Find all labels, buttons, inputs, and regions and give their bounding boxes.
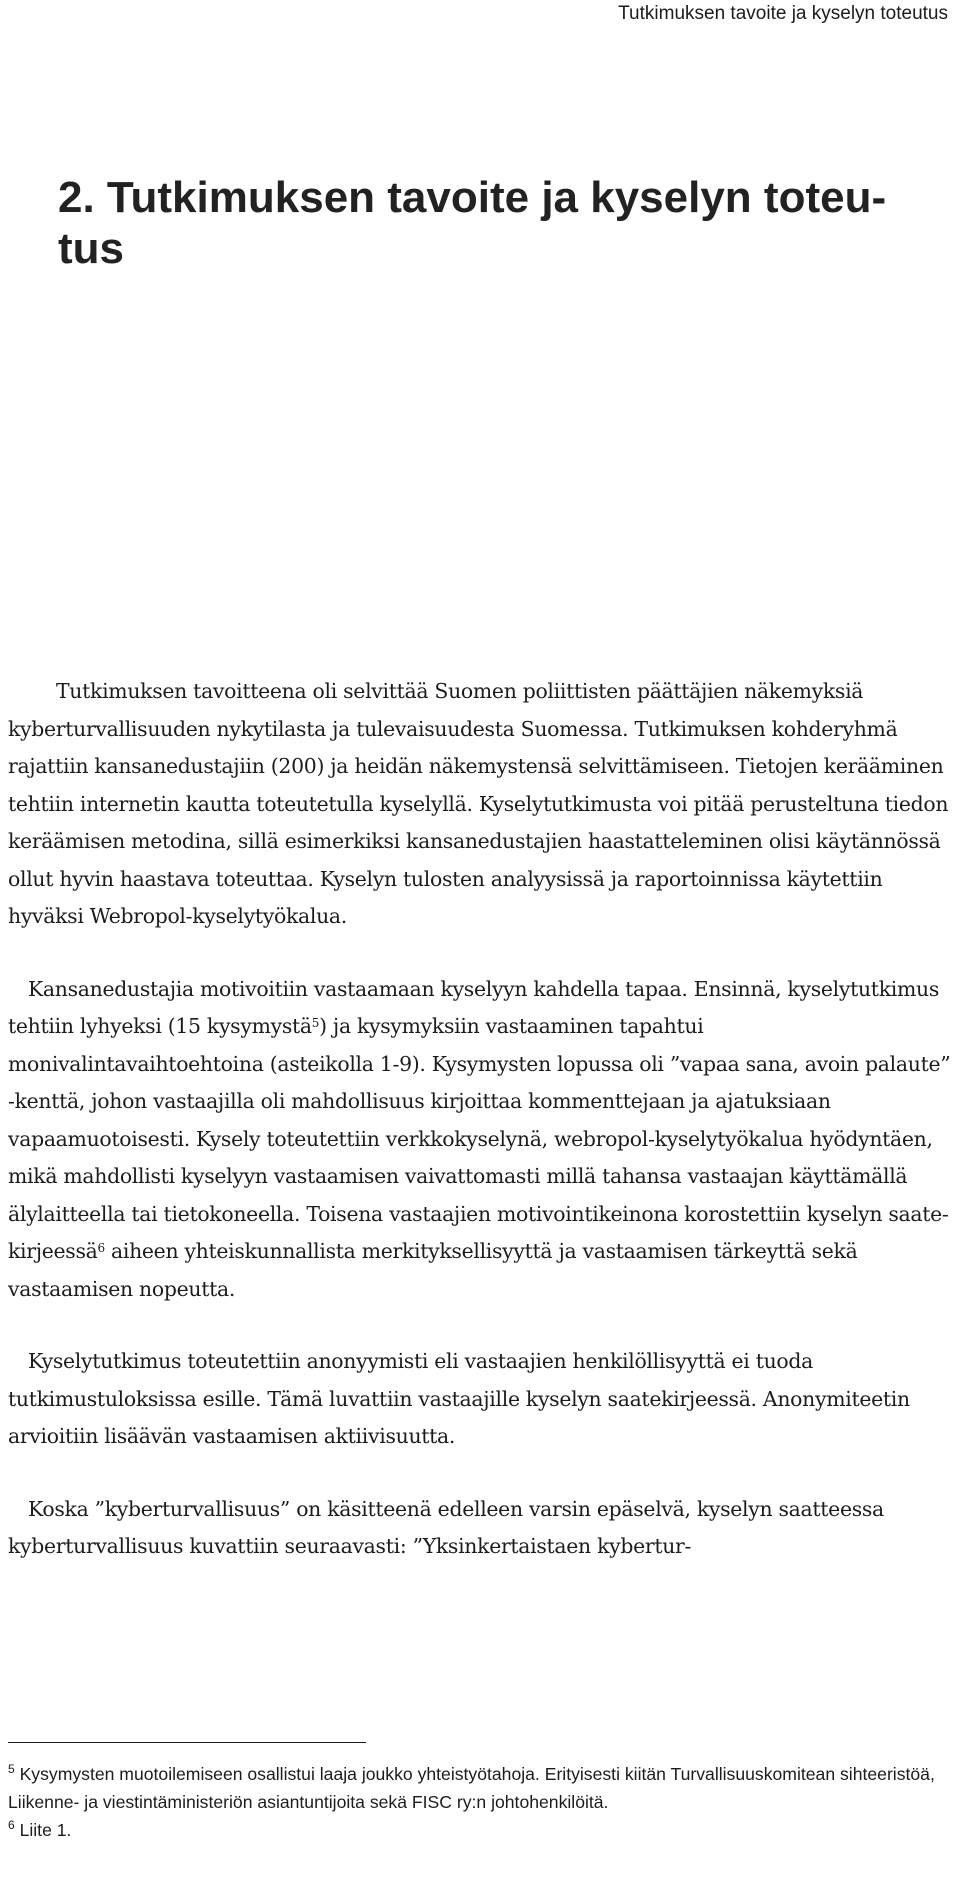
chapter-title: 2. Tutkimuksen tavoite ja kyselyn toteu-tus [58,173,887,273]
paragraph-2-part-c: aiheen yhteiskunnallista merkityksellisyyttä ja vastaamisen tärkeyttä sekä vastaamisen nopeutta. [8,1239,858,1301]
paragraph-3: Kyselytutkimus toteutettiin anonyymisti eli vastaajien henkilöllisyyttä ei tuoda tutkimustuloksissa esille. Tämä luvattiin vastaajille kyselyn saatekirjeessä. Anonymiteetin arvioitiin lisäävän vastaamisen aktiivisuutta. [8,1349,910,1448]
footnotes [8,1760,948,1844]
body-text [0,673,960,1566]
running-header: Tutkimuksen tavoite ja kyselyn toteutus [618,3,948,24]
footnote-ref-6: 6 [97,1241,105,1255]
footnote-ref-5: 5 [311,1016,320,1030]
footnote-5-marker: 5 [8,1762,15,1776]
paragraph-1: Tutkimuksen tavoitteena oli selvittää Suomen poliittisten päättäjien näkemyksiä kyberturvallisuuden nykytilasta ja tulevaisuudesta Suomessa. Tutkimuksen kohderyhmä rajattiin kansanedustajiin (200) ja heidän näkemystensä selvittämiseen. Tietojen kerääminen tehtiin internetin kautta toteutetulla kyselyllä. Kyselytutkimusta voi pitää perusteltuna tiedon keräämisen metodina, sillä esimerkiksi kansanedustajien haastatteleminen olisi käytännössä ollut hyvin haastava toteuttaa. Kyselyn tulosten analyysissä ja raportoinnissa käytettiin hyväksi Webropol-kyselytyökalua. [8,679,949,928]
footnote-6-text: Liite 1. [14,1820,72,1840]
footnote-5 [8,1760,948,1816]
footnote-6-marker: 6 [8,1818,15,1832]
footnote-6 [8,1816,948,1844]
paragraph-4: Koska ”kyberturvallisuus” on käsitteenä edelleen varsin epäselvä, kyselyn saatteessa kyberturvallisuus kuvattiin seuraavasti: ”Yksinkertaistaen kybertur- [8,1496,884,1558]
footnote-divider [8,1742,366,1743]
paragraph-2-part-b: ) ja kysymyksiin vastaaminen tapahtui monivalintavaihtoehtoina (asteikolla 1-9). Kysymysten lopussa oli ”vapaa sana, avoin palaute” -kenttä, johon vastaajilla oli mahdollisuus kirjoittaa kommenttejaan ja ajatuksiaan vapaamuotoisesti. Kysely toteutettiin verkkokyselynä, webropol-kyselytyökalua hyödyntäen, mikä mahdollisti kyselyyn vastaamisen vaivattomasti millä tahansa vastaajan käyttämällä älylaitteella tai tietokoneella. Toisena vastaajien motivointikeinona korostettiin kyselyn saatekirjeessä [8,1014,951,1263]
paragraph-2-part-a: Kansanedustajia motivoitiin vastaamaan kyselyyn kahdella tapaa. Ensinnä, kyselytutkimus tehtiin lyhyeksi (15 kysymystä [8,976,940,1038]
footnote-5-text: Kysymysten muotoilemiseen osallistui laaja joukko yhteistyötahoja. Erityisesti kiitän Turvallisuuskomitean sihteeristöä, Liikenne- ja viestintäministeriön asiantuntijoita sekä FISC ry:n johtohenkilöitä. [8,1764,935,1812]
paragraph-2 [0,971,960,1309]
